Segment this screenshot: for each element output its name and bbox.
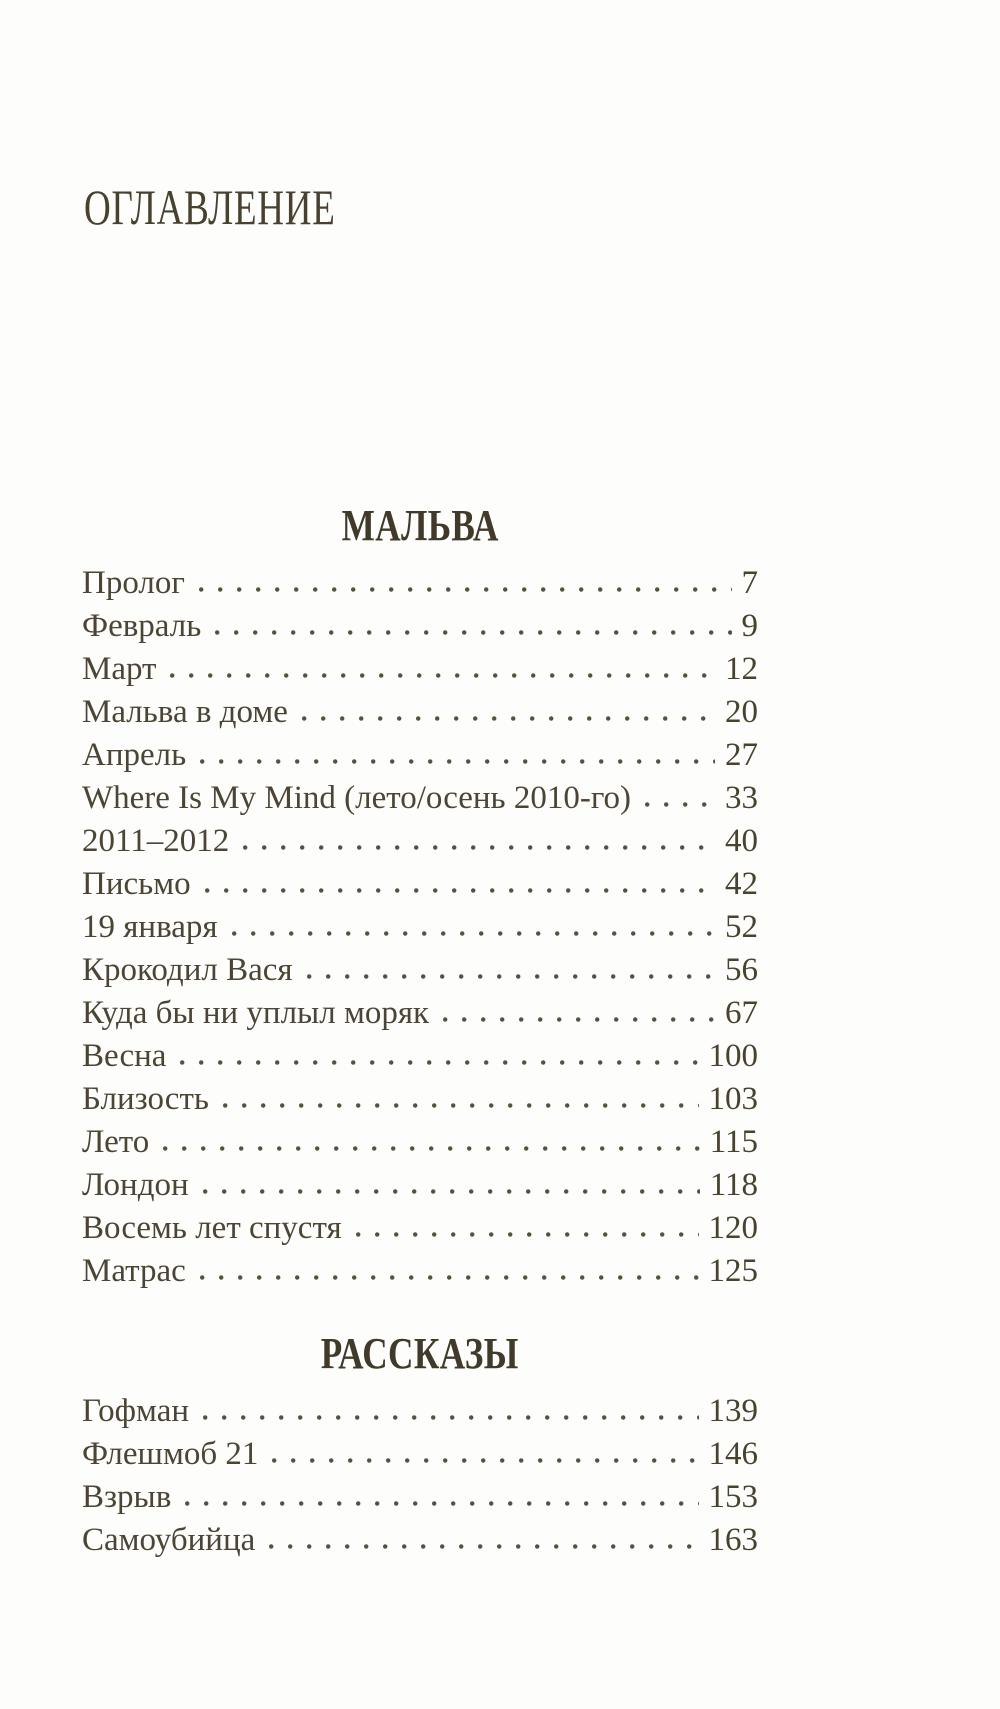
toc-row (82, 1121, 758, 1164)
toc-row (82, 992, 758, 1035)
section-list (82, 562, 758, 1293)
dot-leader (215, 629, 731, 636)
toc-entry-title: Близость (82, 1081, 209, 1117)
dot-leader (185, 1500, 698, 1507)
toc-entry-title: Весна (82, 1038, 167, 1074)
toc-row (82, 777, 758, 820)
dot-leader (170, 672, 715, 679)
toc-entry-title: Мальва в доме (82, 694, 288, 730)
toc-entry-title: 19 января (82, 909, 218, 945)
toc-row (82, 1390, 758, 1433)
toc-entry-title: 2011–2012 (82, 823, 230, 859)
toc-entry-page: 118 (709, 1167, 758, 1203)
dot-leader (232, 930, 715, 937)
toc-row (82, 1519, 758, 1562)
toc-entry-title: Крокодил Вася (82, 952, 293, 988)
toc-row (82, 648, 758, 691)
toc-entry-title: Март (82, 651, 157, 687)
toc-entry-title: Where Is My Mind (лето/осень 2010-го) (82, 780, 632, 816)
toc-row (82, 906, 758, 949)
toc-entry-page: 20 (725, 694, 758, 730)
toc-row (82, 691, 758, 734)
section-list (82, 1390, 758, 1562)
toc-row (82, 1078, 758, 1121)
section-heading: МАЛЬВА (341, 501, 499, 550)
toc-row (82, 863, 758, 906)
dot-leader (356, 1231, 699, 1238)
dot-leader (203, 1414, 698, 1421)
toc-row (82, 1164, 758, 1207)
dot-leader (302, 715, 715, 722)
dot-leader (205, 887, 715, 894)
toc-entry-title: Флешмоб 21 (82, 1436, 259, 1472)
section-heading-wrap (82, 1329, 758, 1378)
toc-entry-title: Взрыв (82, 1479, 172, 1515)
toc-entry-page: 56 (725, 952, 758, 988)
toc-row (82, 1476, 758, 1519)
dot-leader (269, 1543, 698, 1550)
dot-leader (443, 1016, 715, 1023)
toc-entry-page: 42 (725, 866, 758, 902)
toc-entry-title: Лондон (82, 1167, 189, 1203)
dot-leader (243, 844, 715, 851)
toc-entry-title: Апрель (82, 737, 187, 773)
dot-leader (272, 1457, 698, 1464)
toc-entry-title: Пролог (82, 565, 185, 601)
toc-entry-page: 9 (741, 608, 758, 644)
toc-entry-page: 163 (708, 1522, 758, 1558)
dot-leader (223, 1102, 699, 1109)
dot-leader (200, 758, 715, 765)
toc-row (82, 1433, 758, 1476)
toc-entry-page: 146 (708, 1436, 758, 1472)
toc-entry-page: 33 (725, 780, 758, 816)
dot-leader (163, 1145, 699, 1152)
toc-row (82, 949, 758, 992)
toc-entry-page: 12 (725, 651, 758, 687)
toc-entry-page: 40 (725, 823, 758, 859)
section-heading-wrap (82, 501, 758, 550)
dot-leader (203, 1188, 700, 1195)
toc-entry-page: 103 (708, 1081, 758, 1117)
toc-entry-title: Самоубийца (82, 1522, 256, 1558)
toc-row (82, 562, 758, 605)
toc-row (82, 1250, 758, 1293)
toc-section (82, 1329, 758, 1562)
toc-entry-title: Письмо (82, 866, 191, 902)
toc-entry-title: Февраль (82, 608, 202, 644)
dot-leader (199, 586, 732, 593)
toc-entry-title: Матрас (82, 1253, 186, 1289)
toc-entry-page: 52 (725, 909, 758, 945)
toc-entry-page: 7 (741, 565, 758, 601)
toc-row (82, 734, 758, 777)
toc-row (82, 1035, 758, 1078)
toc-section (82, 501, 758, 1293)
toc-entry-title: Лето (82, 1124, 150, 1160)
toc-entry-title: Куда бы ни уплыл моряк (82, 995, 430, 1031)
dot-leader (180, 1059, 698, 1066)
toc-entry-page: 125 (708, 1253, 758, 1289)
toc-entry-page: 27 (725, 737, 758, 773)
toc-entry-page: 115 (709, 1124, 758, 1160)
dot-leader (200, 1274, 699, 1281)
dot-leader (307, 973, 715, 980)
page-title: ОГЛАВЛЕНИЕ (84, 178, 336, 235)
toc-row (82, 1207, 758, 1250)
toc-entry-page: 120 (708, 1210, 758, 1246)
toc-entry-page: 100 (708, 1038, 758, 1074)
section-heading: РАССКАЗЫ (321, 1329, 519, 1378)
toc-entry-page: 139 (708, 1393, 758, 1429)
toc-row (82, 605, 758, 648)
toc-entry-page: 153 (708, 1479, 758, 1515)
dot-leader (645, 801, 715, 808)
toc-entry-title: Гофман (82, 1393, 190, 1429)
toc-row (82, 820, 758, 863)
toc-entry-page: 67 (725, 995, 758, 1031)
toc-entry-title: Восемь лет спустя (82, 1210, 342, 1246)
